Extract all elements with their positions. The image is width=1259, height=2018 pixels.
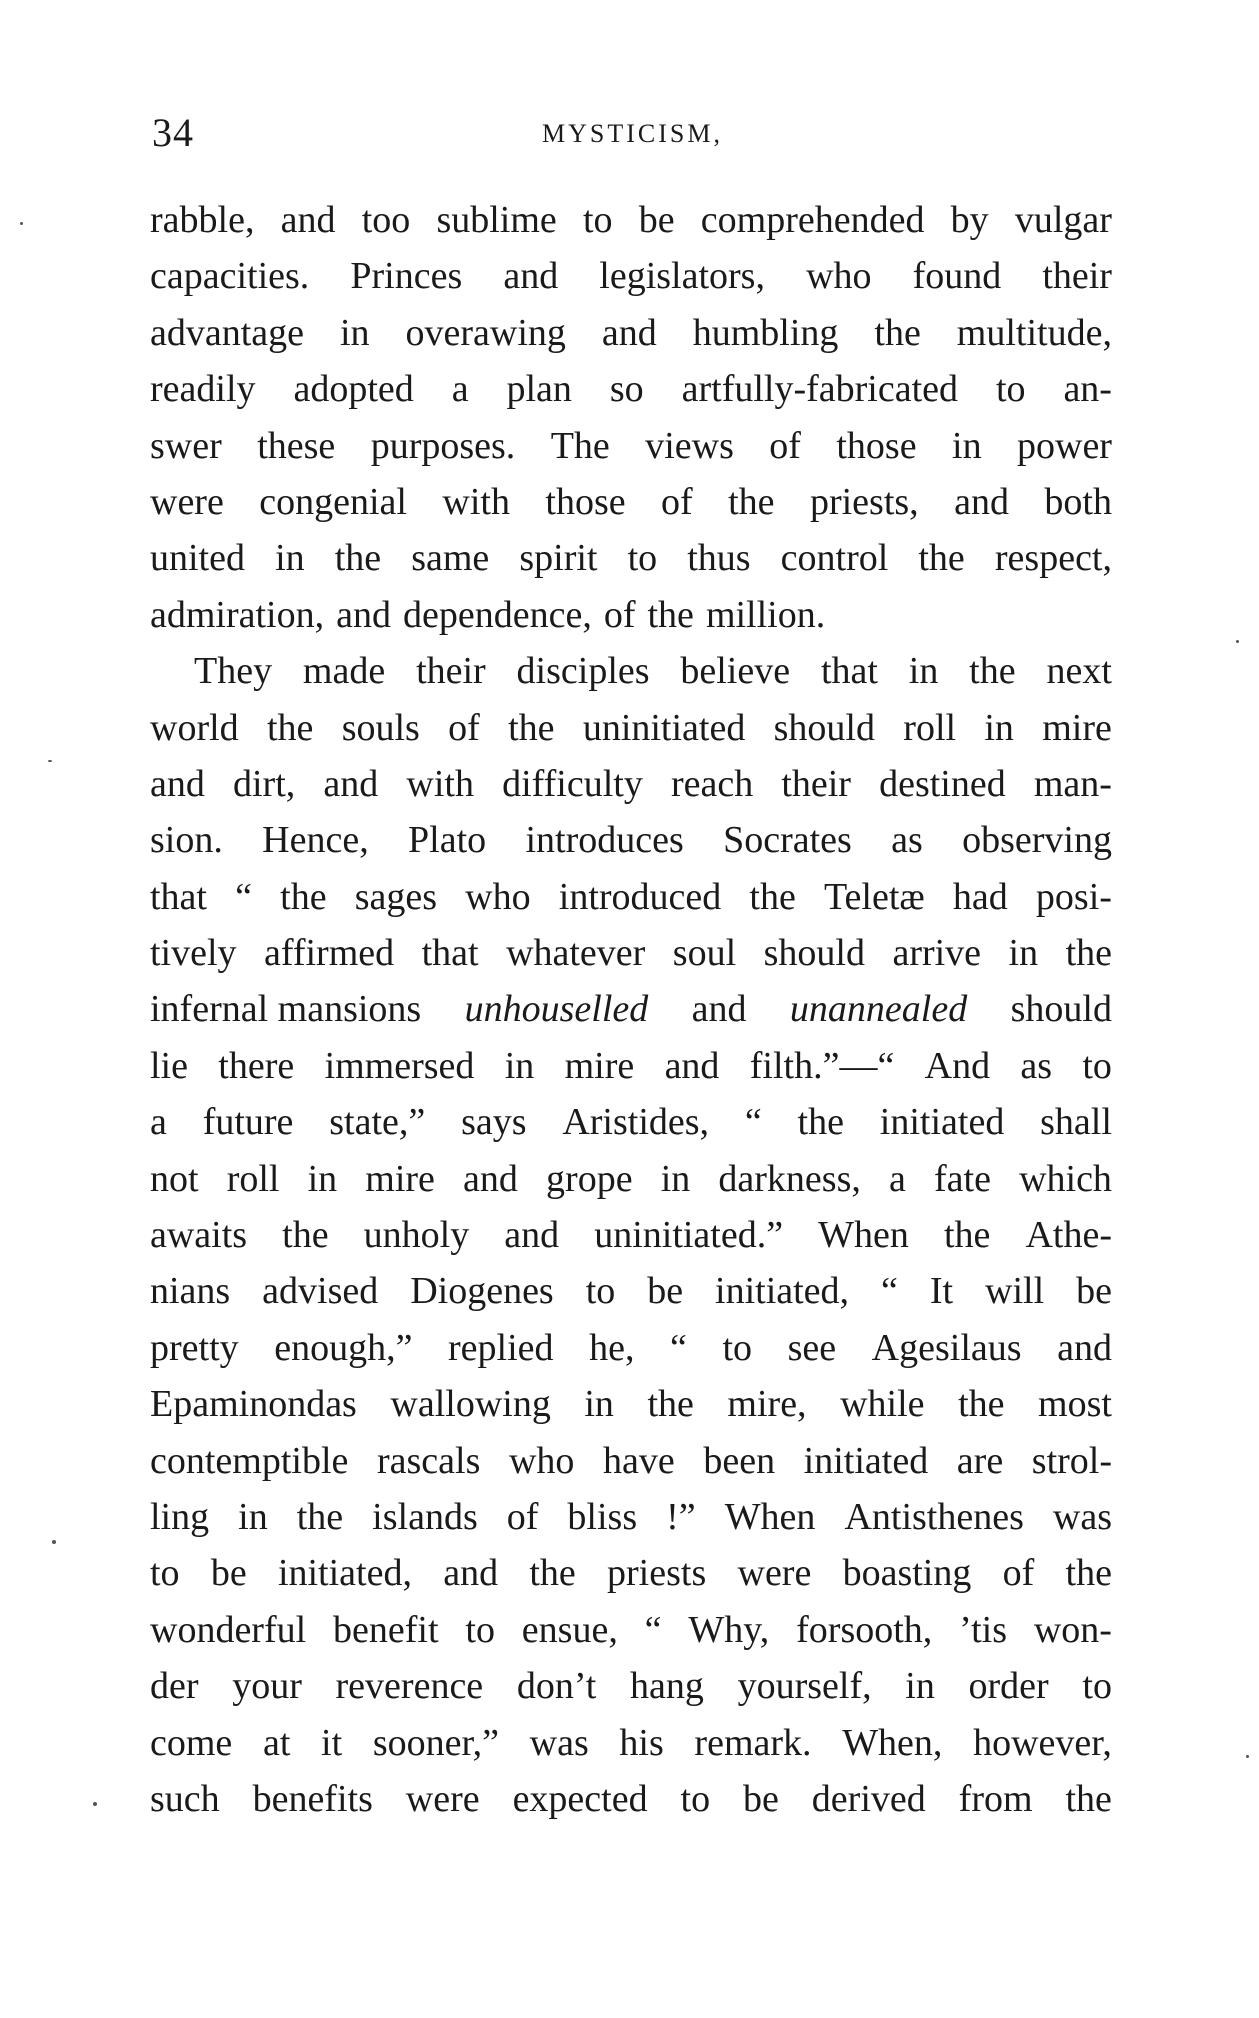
word: swer <box>150 424 222 467</box>
word: sages <box>354 875 438 918</box>
word: of <box>661 480 693 523</box>
word: the <box>728 480 775 523</box>
word: posi- <box>1035 875 1112 918</box>
word: unholy <box>363 1214 470 1257</box>
word: same <box>411 537 490 580</box>
word: darkness, <box>718 1157 861 1200</box>
word: who <box>508 1439 575 1482</box>
text-line <box>150 1094 1112 1150</box>
word: his <box>619 1721 664 1764</box>
word: of <box>603 593 636 636</box>
word: When <box>818 1214 909 1257</box>
word: benefit <box>333 1608 439 1651</box>
word: It <box>929 1270 954 1313</box>
word: power <box>1017 424 1112 467</box>
italic-unannealed: unannealed <box>789 988 968 1031</box>
text-line <box>150 1433 1112 1489</box>
scan-speck <box>48 760 52 762</box>
word: ling <box>150 1495 210 1538</box>
word: to <box>680 1777 711 1820</box>
word: pretty <box>150 1326 239 1369</box>
text-line <box>150 305 1112 361</box>
word: should <box>763 932 865 975</box>
word: found <box>912 255 1002 298</box>
word: in <box>504 1044 535 1087</box>
word: most <box>1038 1383 1112 1426</box>
word: the <box>1065 1777 1112 1820</box>
word: priests <box>607 1552 707 1595</box>
word: initiated <box>879 1101 1005 1144</box>
word: enough,” <box>274 1326 413 1369</box>
word: thus <box>687 537 751 580</box>
word: initiated, <box>277 1552 412 1595</box>
word: the <box>1065 1552 1112 1595</box>
word: introduced <box>558 875 722 918</box>
text-line <box>150 1545 1112 1601</box>
word: disciples <box>516 650 650 693</box>
word: a <box>150 1101 167 1144</box>
word: Diogenes <box>410 1270 554 1313</box>
word: believe <box>680 650 791 693</box>
word: the <box>282 1214 329 1257</box>
text-line <box>150 1207 1112 1263</box>
word: fate <box>933 1157 991 1200</box>
word: mire <box>365 1157 435 1200</box>
word: be <box>638 199 675 241</box>
word: there <box>218 1044 295 1087</box>
word: was <box>529 1721 589 1764</box>
word: such <box>150 1777 220 1820</box>
word: artfully-fabricated <box>681 368 958 411</box>
word: the <box>647 1383 694 1426</box>
word: vulgar <box>1014 199 1112 241</box>
word: sooner,” <box>372 1721 499 1764</box>
word: nians <box>150 1270 231 1313</box>
word: of <box>1002 1552 1035 1595</box>
word: Aristides, <box>562 1101 710 1144</box>
word: difficulty <box>502 762 643 805</box>
scan-speck <box>1236 640 1239 643</box>
word: to <box>582 199 613 241</box>
word: the <box>874 311 921 354</box>
word: next <box>1046 650 1112 693</box>
text-line <box>150 192 1112 248</box>
word: the <box>1065 932 1112 975</box>
word: congenial <box>259 480 407 523</box>
word: humbling <box>692 311 839 354</box>
word: islands <box>372 1495 478 1538</box>
running-head: MYSTICISM, <box>542 119 723 148</box>
word: When <box>724 1495 816 1538</box>
word: tively <box>150 932 237 975</box>
word: which <box>1019 1157 1112 1200</box>
word: be <box>1076 1270 1112 1313</box>
text-line <box>150 1771 1112 1827</box>
word: whatever <box>506 932 646 975</box>
text-line <box>150 756 1112 812</box>
word: the <box>969 650 1016 693</box>
word: their <box>781 762 851 805</box>
word: Athe- <box>1025 1214 1112 1257</box>
word: with <box>406 762 474 805</box>
word: to <box>1082 1665 1112 1708</box>
word: in <box>584 1383 614 1426</box>
word: “ <box>670 1326 687 1369</box>
word: “ <box>881 1270 898 1313</box>
word: who <box>465 875 531 918</box>
text-line <box>150 248 1112 304</box>
word: shall <box>1040 1101 1112 1144</box>
word: too <box>361 199 411 241</box>
text-line <box>150 361 1112 417</box>
word: rascals <box>376 1439 481 1482</box>
word: with <box>442 480 510 523</box>
text-line <box>150 1658 1112 1714</box>
word: had <box>952 875 1008 918</box>
word: expected <box>512 1777 648 1820</box>
word: and <box>280 199 336 241</box>
word: initiated, <box>715 1270 850 1313</box>
word: advantage <box>150 311 305 354</box>
word: to <box>465 1608 495 1651</box>
word: both <box>1044 480 1112 523</box>
word: it <box>321 1721 343 1764</box>
word: in <box>275 537 305 580</box>
word: however, <box>973 1721 1112 1764</box>
word: legislators, <box>599 255 765 298</box>
word: to <box>1082 1044 1112 1087</box>
word: ensue, <box>521 1608 618 1651</box>
word: their <box>1042 255 1112 298</box>
word: as <box>891 819 923 862</box>
line-lead: infernal mansions <box>150 988 422 1031</box>
word: of <box>448 706 480 749</box>
text-line <box>150 869 1112 925</box>
word: forsooth, <box>796 1608 933 1651</box>
word: the <box>749 875 796 918</box>
text-line <box>150 1320 1112 1376</box>
word: rabble, <box>150 199 255 241</box>
word: should <box>773 706 875 749</box>
scan-speck <box>1246 1755 1249 1758</box>
word: and <box>504 1214 560 1257</box>
word: the <box>958 1383 1005 1426</box>
word: Antisthenes <box>844 1495 1024 1538</box>
word: million. <box>705 593 826 636</box>
word: roll <box>903 706 957 749</box>
word: control <box>780 537 889 580</box>
word: readily <box>150 368 256 411</box>
word: world <box>150 706 239 749</box>
word: plan <box>506 368 572 411</box>
word: so <box>609 368 644 411</box>
word: the <box>529 1552 576 1595</box>
word: souls <box>341 706 420 749</box>
word: dirt, <box>233 762 296 805</box>
word: lie <box>150 1044 188 1087</box>
word: wonderful <box>150 1608 307 1651</box>
scan-speck <box>52 1540 56 1544</box>
word: sion. <box>150 819 223 862</box>
word: Plato <box>408 819 487 862</box>
word: purposes. <box>370 424 516 467</box>
word: spirit <box>519 537 598 580</box>
word: affirmed <box>264 932 395 975</box>
word: will <box>985 1270 1045 1313</box>
word: those <box>545 480 626 523</box>
word: bliss <box>567 1495 638 1538</box>
word: be <box>210 1552 247 1595</box>
word: hang <box>630 1665 704 1708</box>
word: were <box>150 480 224 523</box>
text-line <box>150 1151 1112 1207</box>
word: were <box>405 1777 480 1820</box>
word: strol- <box>1031 1439 1112 1482</box>
word: immersed <box>324 1044 475 1087</box>
word: future <box>202 1101 294 1144</box>
word: to <box>150 1552 180 1595</box>
word: advised <box>262 1270 379 1313</box>
word: in <box>307 1157 338 1200</box>
word: be <box>743 1777 779 1820</box>
word: capacities. <box>150 255 310 298</box>
word: multitude, <box>956 311 1112 354</box>
word: overawing <box>405 311 566 354</box>
page-header <box>152 108 1112 158</box>
word: he, <box>589 1326 635 1369</box>
scan-speck <box>20 222 23 225</box>
word: to <box>627 537 658 580</box>
italic-unhouselled: unhouselled <box>464 988 649 1031</box>
word: When, <box>842 1721 943 1764</box>
word: that <box>820 650 878 693</box>
word: won- <box>1033 1608 1112 1651</box>
word: the <box>280 875 327 918</box>
word: as <box>1020 1044 1053 1087</box>
word: And <box>924 1044 991 1087</box>
text-line <box>150 530 1112 586</box>
word: the <box>918 537 965 580</box>
text-line-italic <box>150 981 1112 1037</box>
word: filth.”—“ <box>749 1044 895 1087</box>
text-line <box>150 418 1112 474</box>
word: have <box>603 1439 675 1482</box>
text-line <box>150 812 1112 868</box>
word: the <box>647 593 694 636</box>
word: the <box>797 1101 844 1144</box>
body-text <box>150 192 1112 1827</box>
word: boasting <box>842 1552 972 1595</box>
word: state,” <box>329 1101 426 1144</box>
word: Teletæ <box>824 875 925 918</box>
word: these <box>257 424 336 467</box>
word: ’tis <box>959 1608 1008 1651</box>
word: be <box>647 1270 684 1313</box>
word: contemptible <box>150 1439 349 1482</box>
word: to <box>585 1270 616 1313</box>
word: been <box>703 1439 776 1482</box>
word: respect, <box>994 537 1112 580</box>
word: was <box>1052 1495 1112 1538</box>
word: are <box>956 1439 1004 1482</box>
word: a <box>451 368 469 411</box>
word: and <box>323 762 379 805</box>
word: the <box>296 1495 344 1538</box>
word: and <box>503 255 559 298</box>
word: roll <box>226 1157 280 1200</box>
word: and <box>664 1044 720 1087</box>
word: to <box>722 1326 753 1369</box>
word: uninitiated <box>582 706 746 749</box>
word: Epaminondas <box>150 1383 357 1426</box>
word: to <box>995 368 1026 411</box>
word: that <box>150 875 207 918</box>
word: benefits <box>252 1777 373 1820</box>
word: reach <box>670 762 754 805</box>
word: were <box>737 1552 812 1595</box>
word: remark. <box>694 1721 812 1764</box>
word: destined <box>879 762 1006 805</box>
word: come <box>150 1721 233 1764</box>
word: in <box>340 311 370 354</box>
text-line <box>150 925 1112 981</box>
word: and <box>954 480 1009 523</box>
word: Princes <box>350 255 463 298</box>
word: views <box>645 424 734 467</box>
scan-speck <box>93 1802 97 1806</box>
word: der <box>150 1665 199 1708</box>
word: mire <box>1042 706 1112 749</box>
word: order <box>968 1665 1049 1708</box>
text-line <box>150 1038 1112 1094</box>
word: and <box>601 311 657 354</box>
word: derived <box>811 1777 926 1820</box>
line-mid: and <box>691 988 747 1031</box>
word: uninitiated.” <box>594 1214 784 1257</box>
text-line <box>150 587 1112 643</box>
text-line <box>150 1263 1112 1319</box>
word: in <box>908 650 939 693</box>
word: the <box>943 1214 991 1257</box>
word: in <box>952 424 982 467</box>
word: in <box>1008 932 1039 975</box>
text-line <box>150 1376 1112 1432</box>
word: the <box>334 537 382 580</box>
text-line <box>150 700 1112 756</box>
word: mire, <box>727 1383 807 1426</box>
word: Socrates <box>723 819 852 862</box>
text-line <box>150 1602 1112 1658</box>
word: wallowing <box>390 1383 551 1426</box>
word: and <box>443 1552 499 1595</box>
text-line <box>150 1489 1112 1545</box>
word: an- <box>1063 368 1112 411</box>
text-line <box>150 474 1112 530</box>
word: initiated <box>803 1439 929 1482</box>
word: admiration, <box>150 593 325 636</box>
word: grope <box>546 1157 633 1200</box>
word: introduces <box>525 819 684 862</box>
word: They <box>194 650 273 693</box>
word: arrive <box>892 932 982 975</box>
word: reverence <box>335 1665 484 1708</box>
word: of <box>769 424 801 467</box>
word: in <box>238 1495 268 1538</box>
word: that <box>421 932 479 975</box>
word: comprehended <box>700 199 925 241</box>
word: “ <box>644 1608 662 1651</box>
word: your <box>232 1665 302 1708</box>
word: their <box>416 650 486 693</box>
word: dependence, <box>403 593 592 636</box>
line-tail: should <box>1010 988 1112 1031</box>
word: The <box>550 424 610 467</box>
word: soul <box>672 932 737 975</box>
word: from <box>958 1777 1033 1820</box>
word: priests, <box>809 480 919 523</box>
word: awaits <box>150 1214 248 1257</box>
word: who <box>806 255 872 298</box>
word: made <box>302 650 386 693</box>
word: “ <box>235 875 252 918</box>
word: at <box>262 1721 291 1764</box>
word: !” <box>666 1495 696 1538</box>
word: united <box>150 537 245 580</box>
word: the <box>508 706 555 749</box>
word: Why, <box>688 1608 770 1651</box>
word: yourself, <box>737 1665 872 1708</box>
word: and <box>463 1157 518 1200</box>
word: while <box>840 1383 925 1426</box>
word: Agesilaus <box>871 1326 1022 1369</box>
word: the <box>266 706 314 749</box>
word: of <box>506 1495 539 1538</box>
word: not <box>150 1157 199 1200</box>
word: adopted <box>293 368 414 411</box>
page-number: 34 <box>152 110 194 155</box>
word: don’t <box>516 1665 597 1708</box>
word: and <box>336 593 391 636</box>
text-line <box>150 1715 1112 1771</box>
word: those <box>836 424 917 467</box>
word: see <box>787 1326 837 1369</box>
word: in <box>905 1665 935 1708</box>
word: replied <box>448 1326 554 1369</box>
word: in <box>984 706 1014 749</box>
word: “ <box>744 1101 762 1144</box>
word: by <box>950 199 989 241</box>
word: mire <box>564 1044 635 1087</box>
word: and <box>1057 1326 1112 1369</box>
word: in <box>660 1157 691 1200</box>
word: says <box>461 1101 527 1144</box>
word: a <box>888 1157 906 1200</box>
word: and <box>150 762 205 805</box>
word: man- <box>1033 762 1112 805</box>
word: sublime <box>436 199 557 241</box>
word: observing <box>962 819 1112 862</box>
word: Hence, <box>262 819 369 862</box>
text-line <box>150 643 1112 699</box>
